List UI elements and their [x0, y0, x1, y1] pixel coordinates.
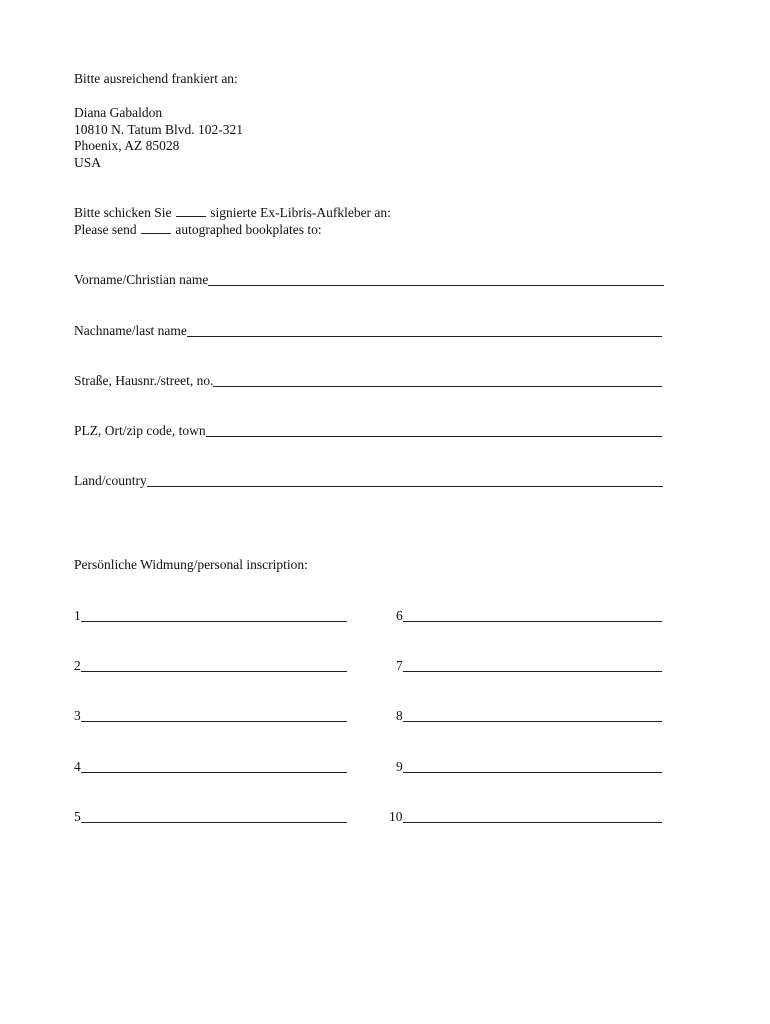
zip-town-blank[interactable]: [206, 423, 662, 437]
first-name-label: Vorname/Christian name: [74, 272, 209, 287]
inscription-line-10[interactable]: [389, 808, 662, 825]
inscription-line-2[interactable]: [74, 657, 347, 674]
inscription-number: 2: [74, 658, 81, 673]
inscription-line-7[interactable]: [396, 657, 662, 674]
recipient-city: Phoenix, AZ 85028: [74, 138, 180, 153]
bookplate-count-blank-en[interactable]: [141, 221, 171, 234]
inscription-line-9[interactable]: [396, 758, 662, 775]
inscription-number: 4: [74, 759, 81, 774]
recipient-country: USA: [74, 155, 102, 170]
zip-town-field[interactable]: [74, 422, 662, 439]
inscription-blank[interactable]: [81, 759, 347, 773]
inscription-line-3[interactable]: [74, 707, 347, 724]
inscription-blank[interactable]: [403, 708, 662, 722]
inscription-number: 9: [396, 759, 403, 774]
inscription-number: 1: [74, 608, 81, 623]
zip-town-label: PLZ, Ort/zip code, town: [74, 423, 206, 438]
recipient-street: 10810 N. Tatum Blvd. 102-321: [74, 122, 244, 137]
street-label: Straße, Hausnr./street, no.: [74, 373, 214, 388]
inscription-number: 8: [396, 708, 403, 723]
inscription-number: 6: [396, 608, 403, 623]
first-name-field[interactable]: [74, 271, 664, 288]
bookplate-count-blank-de[interactable]: [176, 204, 206, 217]
inscription-blank[interactable]: [403, 608, 662, 622]
last-name-field[interactable]: [74, 322, 662, 339]
inscription-line-1[interactable]: [74, 607, 347, 624]
inscription-heading: Persönliche Widmung/personal inscription:: [74, 557, 308, 572]
request-english-after: autographed bookplates to:: [175, 222, 322, 237]
inscription-blank[interactable]: [403, 759, 662, 773]
postage-note: Bitte ausreichend frankiert an:: [74, 71, 238, 86]
recipient-name: Diana Gabaldon: [74, 105, 163, 120]
inscription-line-5[interactable]: [74, 808, 347, 825]
country-field[interactable]: [74, 472, 663, 489]
inscription-blank[interactable]: [81, 658, 347, 672]
street-field[interactable]: [74, 372, 662, 389]
inscription-line-4[interactable]: [74, 758, 347, 775]
request-english-before: Please send: [74, 222, 137, 237]
request-english: [74, 221, 322, 238]
inscription-blank[interactable]: [403, 658, 662, 672]
inscription-number: 5: [74, 809, 81, 824]
inscription-blank[interactable]: [81, 608, 347, 622]
last-name-label: Nachname/last name: [74, 323, 187, 338]
inscription-line-6[interactable]: [396, 607, 662, 624]
request-german-before: Bitte schicken Sie: [74, 205, 172, 220]
request-german-after: signierte Ex-Libris-Aufkleber an:: [210, 205, 391, 220]
request-german: [74, 204, 391, 221]
inscription-number: 10: [389, 809, 403, 824]
last-name-blank[interactable]: [187, 323, 662, 337]
country-blank[interactable]: [147, 473, 663, 487]
country-label: Land/country: [74, 473, 147, 488]
inscription-blank[interactable]: [81, 708, 347, 722]
inscription-blank[interactable]: [403, 809, 663, 823]
inscription-blank[interactable]: [81, 809, 347, 823]
inscription-number: 3: [74, 708, 81, 723]
street-blank[interactable]: [213, 373, 662, 387]
first-name-blank[interactable]: [208, 272, 664, 286]
inscription-number: 7: [396, 658, 403, 673]
inscription-line-8[interactable]: [396, 707, 662, 724]
